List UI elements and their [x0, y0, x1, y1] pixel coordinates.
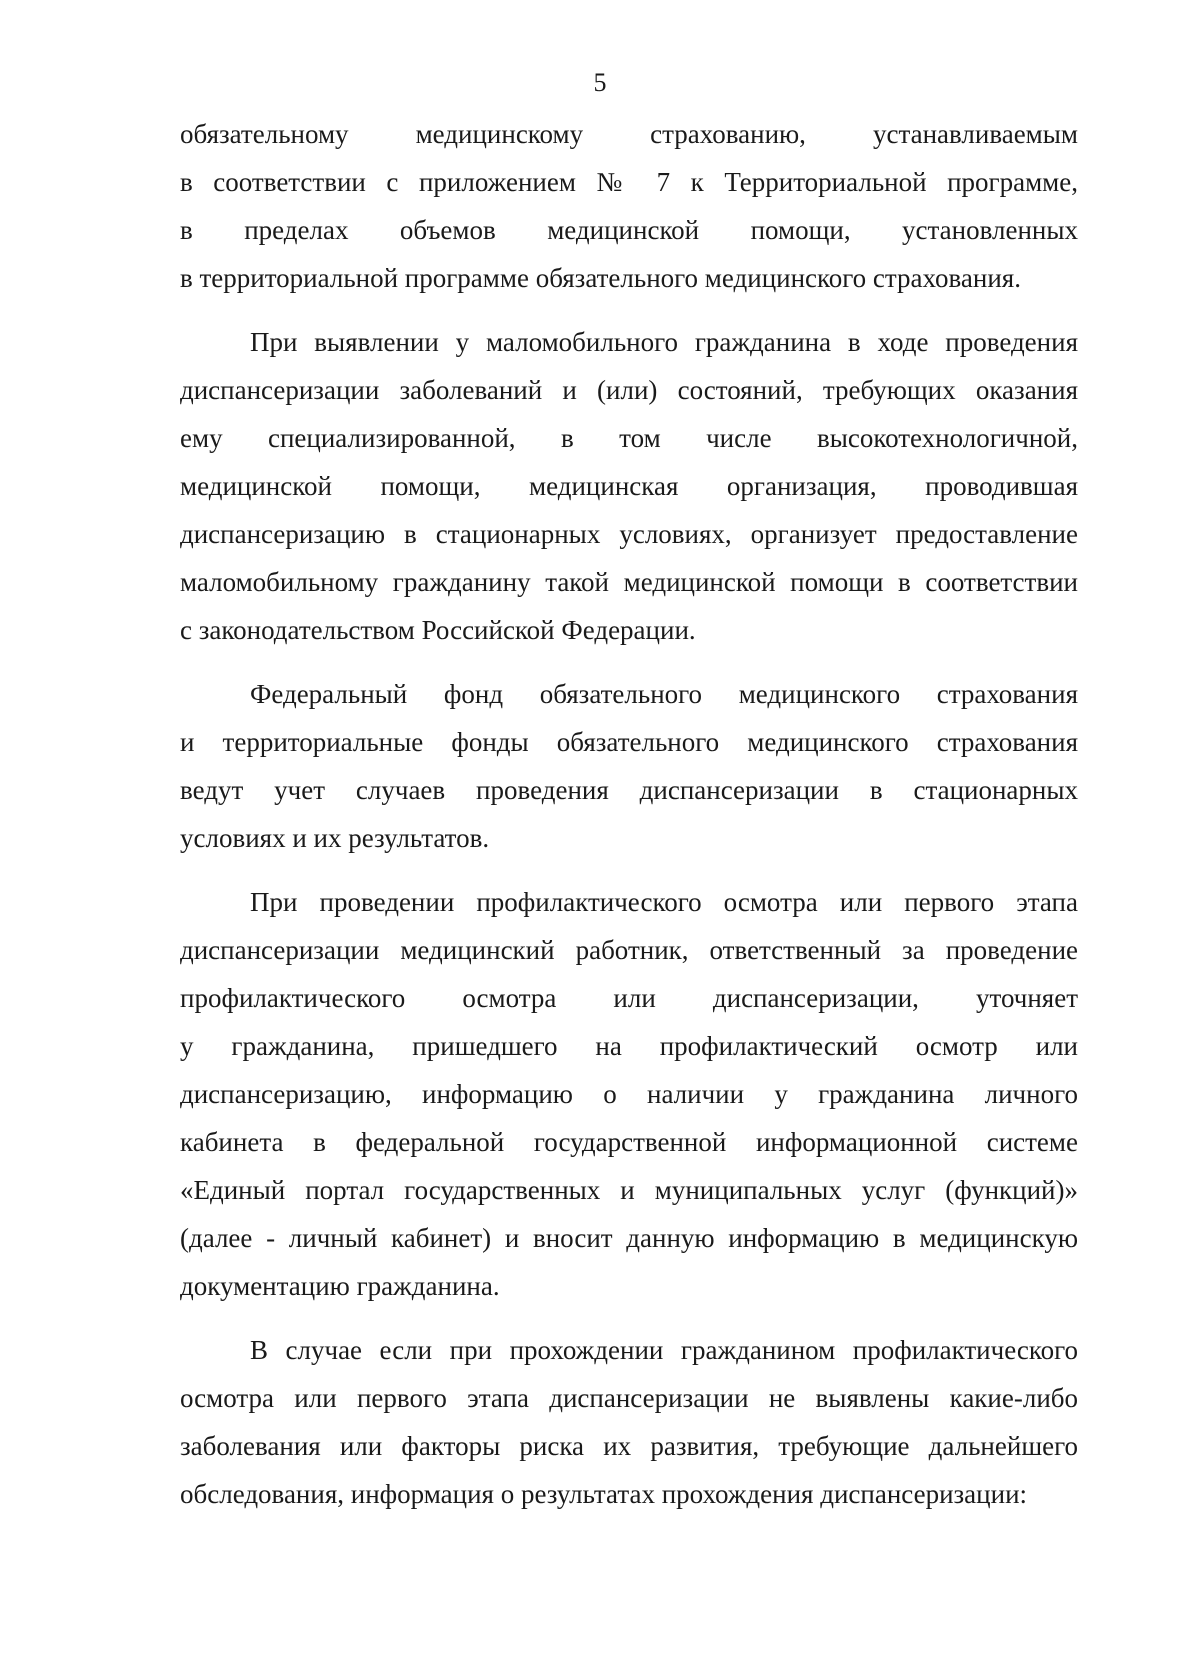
text-line: ведут учет случаев проведения диспансеризации в стационарных	[180, 775, 1078, 805]
text-line: диспансеризацию в стационарных условиях, организует предоставление	[180, 519, 1078, 549]
paragraph	[180, 1326, 1078, 1518]
text-line: Федеральный фонд обязательного медицинского страхования	[250, 679, 1078, 709]
paragraph	[180, 318, 1078, 654]
text-line: «Единый портал государственных и муниципальных услуг (функций)»	[180, 1175, 1078, 1205]
paragraph	[180, 670, 1078, 862]
text-line: обследования, информация о результатах прохождения диспансеризации:	[180, 1479, 1028, 1509]
paragraph	[180, 110, 1078, 302]
text-line: При выявлении у маломобильного гражданина в ходе проведения	[250, 327, 1078, 357]
text-line: с законодательством Российской Федерации.	[180, 615, 696, 645]
text-line: в территориальной программе обязательного медицинского страхования.	[180, 263, 1021, 293]
text-line: у гражданина, пришедшего на профилактический осмотр или	[180, 1031, 1078, 1061]
text-line: заболевания или факторы риска их развития, требующие дальнейшего	[180, 1431, 1078, 1461]
text-line: ему специализированной, в том числе высокотехнологичной,	[180, 423, 1078, 453]
text-line: диспансеризации заболеваний и (или) состояний, требующих оказания	[180, 375, 1078, 405]
text-line: осмотра или первого этапа диспансеризации не выявлены какие-либо	[180, 1383, 1078, 1413]
text-line: и территориальные фонды обязательного медицинского страхования	[180, 727, 1078, 757]
text-line: кабинета в федеральной государственной информационной системе	[180, 1127, 1078, 1157]
document-body	[180, 110, 1078, 1534]
text-line: медицинской помощи, медицинская организация, проводившая	[180, 471, 1078, 501]
page-number: 5	[593, 68, 607, 97]
text-line: (далее - личный кабинет) и вносит данную информацию в медицинскую	[180, 1223, 1078, 1253]
text-line: маломобильному гражданину такой медицинской помощи в соответствии	[180, 567, 1078, 597]
text-line: документацию гражданина.	[180, 1271, 500, 1301]
text-line: В случае если при прохождении гражданином профилактического	[250, 1335, 1078, 1365]
paragraph	[180, 878, 1078, 1310]
text-line: обязательному медицинскому страхованию, устанавливаемым	[180, 119, 1078, 149]
text-line: диспансеризацию, информацию о наличии у гражданина личного	[180, 1079, 1078, 1109]
text-line: условиях и их результатов.	[180, 823, 490, 853]
text-line: профилактического осмотра или диспансеризации, уточняет	[180, 983, 1078, 1013]
text-line: в соответствии с приложением № 7 к Территориальной программе,	[180, 167, 1078, 197]
text-line: При проведении профилактического осмотра или первого этапа	[250, 887, 1078, 917]
text-line: в пределах объемов медицинской помощи, установленных	[180, 215, 1078, 245]
text-line: диспансеризации медицинский работник, ответственный за проведение	[180, 935, 1078, 965]
